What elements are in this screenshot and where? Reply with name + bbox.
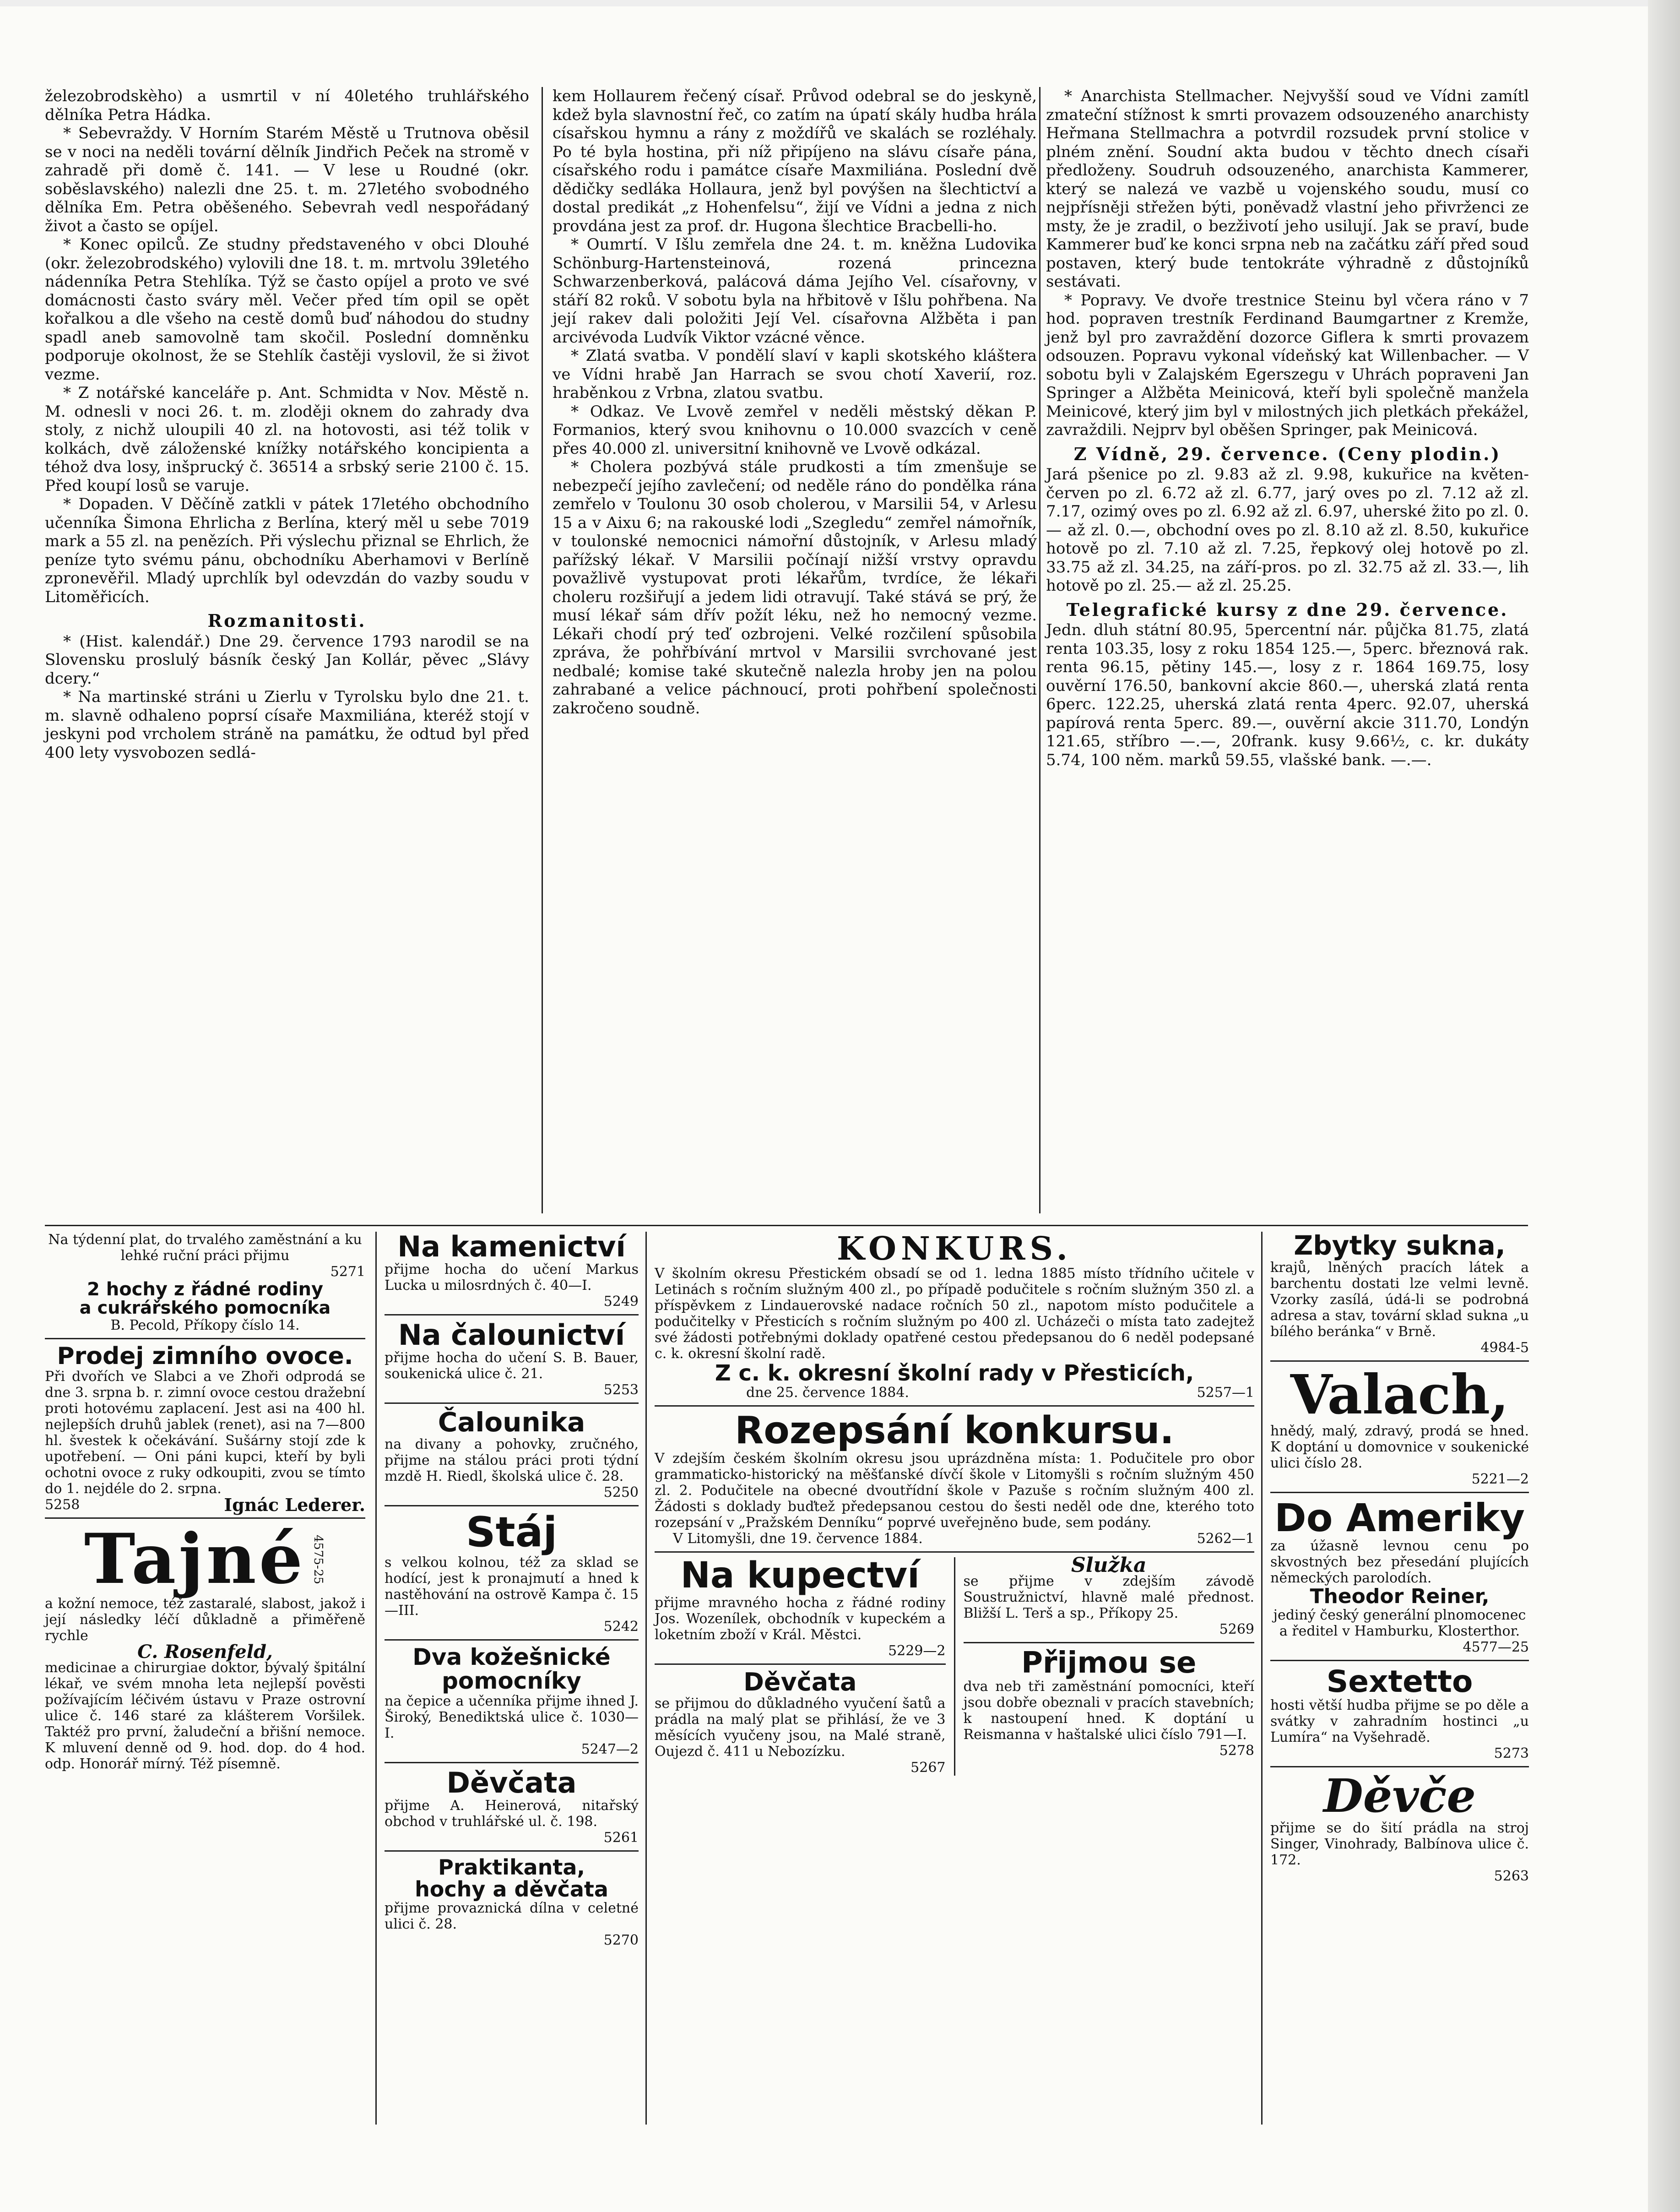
news-paragraph: železobrodskèho) a usmrtil v ní 40letého truhlářského dělníka Petra Hádka.: [45, 87, 529, 124]
ad-calounika: Čalounika na divany a pohovky, zručného, přijme na stálou práci proti týdní mzdě H. Riedl, školská ulice č. 28. 5250: [385, 1407, 639, 1501]
news-paragraph: * Anarchista Stellmacher. Nejvyšší soud ve Vídni zamítl zmateční stížnost k smrti provazem odsouzeného anarchisty Heřmana Stellmachra a potvrdil rozsudek první stolice v plném znění. Soudní akta budou v těchto dnech císaři předloženy. Soudruh odsouzeného, anarchista Kammerer, který se nalezá ve vazbě u vojenského soudu, musí co nejpřísněji střežen býti, poněvadž vlastní jeho přivrženci ze msty, že je zradil, o bezživotí jeho usilují. Jak se praví, bude Kammerer buď ke konci srpna neb na začátku září před soud postaven, který bude tentokráte výhradně z důstojníků sestávati.: [1046, 87, 1529, 291]
ad-hochy: Na týdenní plat, do trvalého zaměstnání a ku lehké ruční práci přijmu 5271 2 hochy z řádné rodiny a cukrářského pomocníka B. Pecold, Příkopy číslo 14.: [48, 1232, 365, 1333]
ad-devcata-1: Děvčata přijme A. Heinerová, nitařský obchod v truhlářské ul. č. 198. 5261: [385, 1766, 639, 1846]
news-paragraph: * Oumrtí. V Išlu zemřela dne 24. t. m. kněžna Ludovika Schönburg-Hartensteinová, rozená princezna Schwarzenberková, palácová dáma Jejího Vel. císařovny, v stáří 82 roků. V sobotu byla na hřbitově v Išlu pohřbena. Na její rakev dali položiti Její Vel. císařovna Alžběta i pan arcivévoda Ludvík Viktor vzácné věnce.: [553, 235, 1037, 347]
section-heading: Z Vídně, 29. července. (Ceny plodin.): [1073, 443, 1501, 464]
ad-do-ameriky: Do Ameriky za úžasně levnou cenu po skvostných bez přesedání plujících německých parolodích. Theodor Reiner, jediný český generální plnomocenec a ředitel v Hamburku, Klosterthor. 4577—25: [1270, 1495, 1529, 1656]
news-paragraph: * Odkaz. Ve Lvově zemřel v neděli městský děkan P. Formanios, který svou knihovnu o 10.000 svazcích v ceně přes 40.000 zl. universitní knihovně ve Lvově odkázal.: [553, 402, 1037, 458]
page-edge-shadow: [1648, 0, 1680, 2212]
ad-rule: [375, 1232, 377, 2125]
ad-column-d: [1270, 1232, 1529, 1884]
ad-valach: Valach, hnědý, malý, zdravý, prodá se hned. K doptání u domovnice v soukenické ulici číslo 28. 5221—2: [1270, 1362, 1529, 1487]
column-rule: [542, 87, 543, 1213]
ad-konkurs: KONKURS. V školním okresu Přestickém obsadí se od 1. ledna 1885 místo třídního učitele v Letinách s ročním služným 400 zl., po případě podučitele s ročním služným 350 zl. a příspěvkem z Lindauerovské nadace ročních 50 zl., napotom místo podučitele a podučitelky v Přesticích s ročním služným po 400 zl. Ucházeči o místa tato zadejtež své žádosti potřebnými doklady opatřené cestou předepsanou do 6 neděl podepsané c. k. okresní školní radě. Z c. k. okresní školní rady v Přesticích, dne 25. července 1884. 5257—1: [655, 1229, 1254, 1401]
ad-column-a: [45, 1232, 365, 1772]
news-paragraph: Jedn. dluh státní 80.95, 5percentní nár. půjčka 81.75, zlatá renta 103.35, losy z roku 1854 125.—, 5perc. březnová rak. renta 96.15, pětiny 145.—, losy z r. 1864 169.75, losy ouvěrní 176.50, bankovní akcie 860.—, uherská zlatá renta 6perc. 122.25, uherská zlatá renta 4perc. 92.07, uherská papírová renta 5perc. 89.—, ouvěrní akcie 311.70, Londýn 121.65, stříbro —.—, 20frank. kusy 9.66½, c. kr. dukáty 5.74, 100 něm. marků 59.55, vlašské bank. —.—.: [1046, 621, 1529, 769]
ad-kupectvi: Na kupectví přijme mravného hocha z řádné rodiny Jos. Wozenílek, obchodník v kupeckém a loketním zboží v Král. Městci. 5229—2: [655, 1554, 946, 1659]
news-paragraph: * Konec opilců. Ze studny představeného v obci Dlouhé (okr. železobrodského) vylovili dne 18. t. m. mrtvolu 39letého nádenníka Petra Stehlíka. Týž se často opíjel a proto ve své domácnosti často sváry měl. Večer před tím opil se opět kořalkou a dle všeho na cestě domů buď náhodou do studny spadl aneb samovolně tam skočil. Poslední domněnku podporuje okolnost, že se Stehlík častěji vyslovil, že si život vezme.: [45, 235, 529, 384]
ad-sextetto: Sextetto hosti větší hudba přijme se po děle a svátky v zahradním hostinci „u Lumíra“ na Vyšehradě. 5273: [1270, 1664, 1529, 1762]
ad-sluzka: Služka se přijme v zdejším závodě Soustružnictví, hlavně malé přednost. Bližší L. Terš a sp., Příkopy 25. 5269: [963, 1553, 1255, 1637]
news-paragraph: * Sebevraždy. V Horním Starém Městě u Trutnova oběsil se v noci na neděli tovární dělník Jindřich Peček na stromě v zahradě při domě č. 141. — V lese u Roudné (okr. soběslavského) nalezli dne 25. t. m. 27letého svobodného dělníka Em. Petra oběšeného. Sebevrah vedl nespořádaný život a často se opíjel.: [45, 124, 529, 235]
ad-ovoce: Prodej zimního ovoce. Při dvořích ve Slabci a ve Zhoři odprodá se dne 3. srpna b. r. zimní ovoce cestou dražební proti hotovému zaplacení. Jest asi na 400 hl. nejlepších druhů jablek (renet), asi na 7—800 hl. švestek k očekávání. Sušárny stojí zde k upotřebení. — Oni páni kupci, kteří by byli ochotni ovoce z ruky odkoupiti, zvou se tímto do 1. nejdéle do 2. srpna. 5258 Ignác Lederer.: [45, 1342, 365, 1516]
news-paragraph: * Popravy. Ve dvoře trestnice Steinu byl včera ráno v 7 hod. popraven trestník Ferdinand Baumgartner z Kremže, jenž byl pro zavraždění dozorce Giflera k smrti provazem odsouzen. Popravu vykonal vídeňský kat Willenbacher. — V sobotu byli v Zalajském Egerszegu v Uhrách popraveni Jan Springer a Alžběta Meinicová, kteří byli společně manžela Meinicové, který jim byl v milostných jich pletkách překážel, zavraždili. Nejprv byl oběšen Springer, pak Meinicová.: [1046, 291, 1529, 439]
column-rule: [1039, 87, 1041, 1213]
ad-calounictvi: Na čalounictví přijme hocha do učení S. B. Bauer, soukenická ulice č. 21. 5253: [385, 1318, 639, 1398]
ad-prijmou-se: Přijmou se dva neb tři zaměstnání pomocníci, kteří jsou dobře obeznali v pracích stavebních; k nastoupení hned. K doptání u Reismanna v haštalské ulici číslo 791—I. 5278: [963, 1646, 1255, 1759]
section-heading: Rozmanitosti.: [207, 610, 367, 631]
ad-tajne: Tajné 4575-25 a kožní nemoce, též zastaralé, slabost, jakož i její následky léčí důkladně a přiměřeně rychle C. Rosenfeld, medicinae a chirurgiae doktor, bývalý špitální lékař, ve svém mnoha leta nejlepší pověsti požívajícím léčivém ústavu v Praze ostrovní ulice č. 146 staré za klášterem Voršilek. Taktéž pro první, žaludeční a břišní nemoce. K mluvení denně od 9. hod. dop. do 4 hod. odp. Honorář mírný. Též písemně.: [45, 1519, 365, 1772]
ad-kozesnicke: Dva kožešnické pomocníky na čepice a učenníka přijme ihned J. Široký, Benediktská ulice č. 1030—I. 5247—2: [385, 1643, 639, 1757]
ad-rule: [1261, 1232, 1263, 2125]
ad-praktikanta: Praktikanta, hochy a děvčata přijme provaznická dílna v celetné ulici č. 28. 5270: [385, 1854, 639, 1949]
ad-devcata-2: Děvčata se přijmou do důkladného vyučení šatů a prádla na malý plat se přihlásí, že ve 3 měsících vyučeny jsou, na Malé straně, Oujezd č. 411 u Nebozízku. 5267: [655, 1667, 946, 1776]
news-paragraph: * Zlatá svatba. V pondělí slaví v kapli skotského kláštera ve Vídni hrabě Jan Harrach se svou chotí Xaverií, roz. hraběnkou z Vrbna, zlatou svatbu.: [553, 347, 1037, 402]
page-top-band: [0, 0, 1680, 6]
news-paragraph: * Dopaden. V Děčíně zatkli v pátek 17letého obchodního učenníka Šimona Ehrlicha z Berlína, který měl u sebe 7019 mark a 55 zl. na penězích. Při výslechu přiznal se Ehrlich, že peníze tyto svému pánu, obchodníku Aberhamovi v Berlíně zpronevěřil. Mladý uprchlík byl odevzdán do vazby soudu v Litoměřicích.: [45, 495, 529, 606]
news-column-2: [553, 87, 1037, 717]
ad-kamenictvi: Na kamenictví přijme hocha do učení Markus Lucka u milosrdných č. 40—I. 5249: [385, 1230, 639, 1310]
ad-staj: Stáj s velkou kolnou, též za sklad se hodící, jest k pronajmutí a hned k nastěhování na ostrově Kampa č. 15—III. 5242: [385, 1508, 639, 1635]
news-paragraph: * (Hist. kalendář.) Dne 29. července 1793 narodil se na Slovensku proslulý básník český Jan Kollár, pěvec „Slávy dcery.“: [45, 632, 529, 688]
ad-zbytky-sukna: Zbytky sukna, krajů, lněných pracích látek a barchentu dostati lze velmi levně. Vzorky zasílá, údá-li se podrobná adresa a stav, tovární sklad sukna „u bílého beránka“ v Brně. 4984-5: [1270, 1230, 1529, 1356]
news-column-3: [1046, 87, 1529, 769]
news-column-1: [45, 87, 529, 762]
section-heading: Telegrafické kursy z dne 29. července.: [1066, 599, 1509, 620]
news-paragraph: * Na martinské stráni u Zierlu v Tyrolsku bylo dne 21. t. m. slavně odhaleno poprsí císaře Maxmiliána, kteréž stojí v jeskyni pod vrcholem stráně na památku, že odtud byl před 400 lety vysvobozen sedlá-: [45, 688, 529, 762]
ad-devce: Děvče přijme se do šití prádla na stroj Singer, Vinohrady, Balbínova ulice č. 172. 5263: [1270, 1769, 1529, 1885]
ads-divider: [45, 1225, 1528, 1226]
ad-column-b: [385, 1232, 639, 1948]
news-paragraph: * Cholera pozbývá stále prudkosti a tím zmenšuje se nebezpečí jejího zavlečení; od neděle ráno do pondělka rána zemřelo v Toulonu 30 osob cholerou, v Marsilii 54, v Arlesu 15 a v Aixu 6; na rakouské lodi „Szegledu“ zemřel námořník, v toulonské nemocnici námořní důstojník, v Arlesu mladý pařížský lékař. V Marsilii počínají nižší vrstvy opravdu považlivě vystupovat proti lékařům, tvrdíce, že lékaři choleru rozšiřují a jedem lidi otravují. Také stává se prý, že musí lékař sám dřív požít léku, než ho nemocný vezme. Lékaři chodí prý teď ozbrojeni. Velké rozčilení spůsobila zpráva, že pohřbívání mrtvol v Marsilii svrchované jest nedbalé; komise také skutečně nalezla hroby jen na polou zahrabané a velice páchnoucí, proti pohřbení společnosti zakročeno soudně.: [553, 458, 1037, 717]
ad-rozepsani-konkursu: Rozepsání konkursu. V zdejším českém školním okresu jsou uprázdněna místa: 1. Podučitele pro obor grammaticko-historický na měšťanské dívčí škole v Litomyšli s ročním služným 450 zl. 2. Podučitele na obecné dvoutřídní škole v Pazuše s ročním služným 400 zl. Žádosti s doklady buďtež předepsanou cestou do šesti neděl ode dne, kterého toto rozepsání v „Pražském Denníku“ poprvé uveřejněno bude, sem podány. V Litomyšli, dne 19. července 1884. 5262—1: [655, 1408, 1254, 1547]
ad-column-c: [655, 1229, 1255, 1776]
news-paragraph: * Z notářské kanceláře p. Ant. Schmidta v Nov. Městě n. M. odnesli v noci 26. t. m. zloději oknem do zahrady dva stoly, z nichž uloupili 40 zl. na hotovosti, asi též tolik v kolkách, dvě záloženské knížky notářského koncipienta a téhož dva losy, inšprucký č. 36514 a srbský serie 2100 č. 15. Před koupí losů se varuje.: [45, 384, 529, 495]
ad-rule: [645, 1232, 647, 2125]
news-paragraph: kem Hollaurem řečený císař. Průvod odebral se do jeskyně, kdež byla slavnostní řeč, co zatím na úpatí skály hudba hrála císařskou hymnu a rány z moždířů ve skalách se rozléhaly. Po té byla hostina, při níž připíjeno na slávu císaře pána, císařského rodu i památce císaře Maxmiliána. Poslední dvě dědičky sedláka Hollaura, jenž byl povýšen na šlechtictví a dostal predikát „z Hohenfelsu“, žijí ve Vídni a jedna z nich provdána jest za prof. dr. Hugona šlechtice Bracbelli-ho.: [553, 87, 1037, 235]
news-paragraph: Jará pšenice po zl. 9.83 až zl. 9.98, kukuřice na květen-červen po zl. 6.72 až zl. 6.77, jarý oves po zl. 7.12 až zl. 7.17, ozimý oves po zl. 6.92 až zl. 6.97, uherské žito po zl. 0.— až zl. 0.—, obchodní oves po zl. 8.10 až zl. 8.50, kukuřice hotově po zl. 7.10 až zl. 7.25, řepkový olej hotově po zl. 33.75 až zl. 34.25, na září-pros. po zl. 32.75 až zl. 33.—, lih hotově po zl. 25.— až zl. 25.25.: [1046, 465, 1529, 595]
